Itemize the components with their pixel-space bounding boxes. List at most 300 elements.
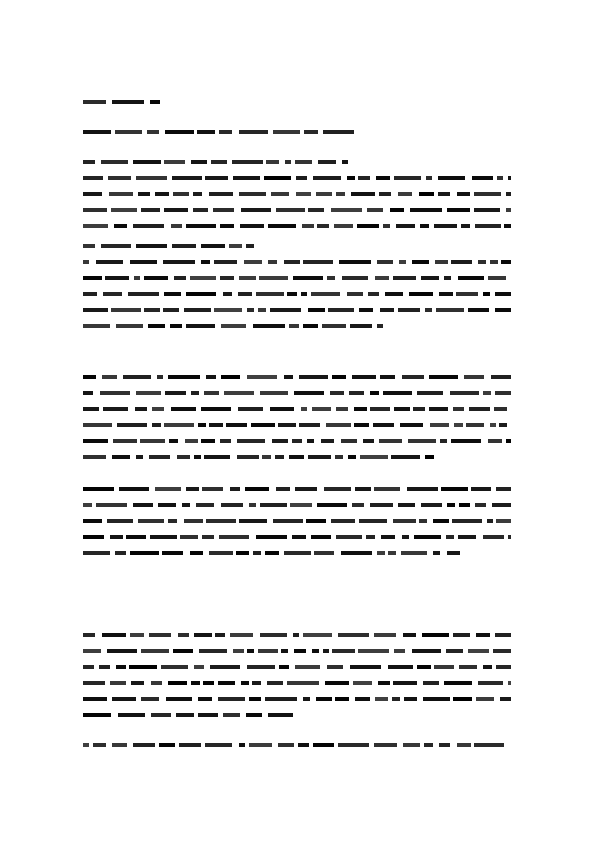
illegible-word bbox=[373, 423, 394, 427]
illegible-word bbox=[487, 519, 493, 523]
illegible-word bbox=[336, 535, 362, 539]
illegible-word bbox=[230, 487, 240, 491]
illegible-word bbox=[186, 292, 216, 296]
illegible-word bbox=[214, 308, 242, 312]
illegible-word bbox=[294, 649, 306, 653]
illegible-word bbox=[144, 276, 168, 280]
illegible-word bbox=[197, 130, 215, 134]
illegible-word bbox=[83, 324, 110, 328]
illegible-word bbox=[370, 503, 393, 507]
text-line bbox=[83, 208, 511, 212]
illegible-word bbox=[270, 407, 294, 411]
illegible-word bbox=[267, 681, 283, 685]
text-line bbox=[83, 407, 511, 411]
illegible-word bbox=[273, 519, 303, 523]
illegible-word bbox=[483, 391, 491, 395]
text-line bbox=[83, 260, 511, 264]
illegible-word bbox=[451, 439, 481, 443]
illegible-word bbox=[229, 244, 242, 248]
illegible-word bbox=[316, 697, 332, 701]
illegible-word bbox=[205, 743, 232, 747]
illegible-word bbox=[447, 208, 470, 212]
illegible-word bbox=[126, 535, 146, 539]
illegible-word bbox=[441, 487, 468, 491]
illegible-word bbox=[393, 519, 416, 523]
illegible-word bbox=[164, 208, 188, 212]
illegible-word bbox=[495, 633, 511, 637]
illegible-word bbox=[83, 423, 112, 427]
illegible-word bbox=[83, 535, 104, 539]
illegible-word bbox=[247, 375, 277, 379]
illegible-word bbox=[495, 391, 511, 395]
illegible-word bbox=[423, 697, 450, 701]
illegible-word bbox=[201, 407, 231, 411]
illegible-word bbox=[155, 487, 181, 491]
text-line bbox=[83, 391, 511, 395]
illegible-word bbox=[268, 260, 277, 264]
illegible-word bbox=[260, 391, 288, 395]
illegible-word bbox=[110, 681, 126, 685]
illegible-word bbox=[483, 535, 504, 539]
illegible-word bbox=[140, 439, 165, 443]
illegible-word bbox=[393, 276, 416, 280]
illegible-word bbox=[379, 439, 402, 443]
illegible-word bbox=[289, 455, 304, 459]
illegible-word bbox=[495, 292, 511, 296]
illegible-word bbox=[136, 455, 143, 459]
illegible-word bbox=[185, 439, 198, 443]
illegible-word bbox=[215, 633, 225, 637]
illegible-word bbox=[196, 503, 214, 507]
illegible-word bbox=[155, 192, 169, 196]
illegible-word bbox=[422, 633, 449, 637]
illegible-word bbox=[338, 633, 369, 637]
illegible-word bbox=[312, 649, 319, 653]
illegible-word bbox=[112, 455, 130, 459]
illegible-word bbox=[326, 423, 351, 427]
illegible-word bbox=[434, 224, 457, 228]
illegible-word bbox=[186, 224, 216, 228]
illegible-word bbox=[322, 324, 346, 328]
illegible-word bbox=[414, 535, 441, 539]
illegible-word bbox=[117, 423, 147, 427]
illegible-word bbox=[293, 633, 299, 637]
illegible-word bbox=[221, 503, 243, 507]
illegible-word bbox=[279, 665, 289, 669]
illegible-word bbox=[83, 503, 92, 507]
illegible-word bbox=[394, 407, 410, 411]
illegible-word bbox=[311, 535, 331, 539]
illegible-word bbox=[258, 308, 266, 312]
illegible-word bbox=[236, 551, 249, 555]
illegible-word bbox=[273, 130, 300, 134]
illegible-word bbox=[399, 260, 406, 264]
illegible-word bbox=[83, 439, 108, 443]
illegible-word bbox=[233, 176, 260, 180]
illegible-word bbox=[488, 439, 502, 443]
illegible-word bbox=[179, 743, 201, 747]
illegible-word bbox=[275, 455, 284, 459]
illegible-word bbox=[398, 192, 412, 196]
illegible-word bbox=[468, 308, 489, 312]
illegible-word bbox=[202, 535, 214, 539]
illegible-word bbox=[103, 407, 128, 411]
text-line bbox=[83, 423, 511, 427]
text-line bbox=[83, 439, 511, 443]
paragraph-2 bbox=[83, 244, 511, 340]
illegible-word bbox=[303, 633, 332, 637]
illegible-word bbox=[239, 743, 245, 747]
illegible-word bbox=[276, 487, 290, 491]
illegible-word bbox=[129, 665, 157, 669]
illegible-word bbox=[113, 439, 137, 443]
illegible-word bbox=[157, 375, 163, 379]
illegible-word bbox=[164, 160, 185, 164]
illegible-word bbox=[421, 276, 439, 280]
illegible-word bbox=[101, 160, 128, 164]
illegible-word bbox=[377, 260, 393, 264]
illegible-word bbox=[385, 292, 403, 296]
illegible-word bbox=[223, 713, 240, 717]
text-line bbox=[83, 633, 511, 637]
illegible-word bbox=[103, 292, 122, 296]
text-line bbox=[83, 713, 511, 717]
illegible-word bbox=[119, 487, 149, 491]
illegible-word bbox=[115, 551, 126, 555]
illegible-word bbox=[424, 743, 433, 747]
illegible-word bbox=[219, 130, 232, 134]
illegible-word bbox=[206, 375, 216, 379]
illegible-word bbox=[299, 423, 320, 427]
illegible-word bbox=[111, 308, 141, 312]
illegible-word bbox=[453, 633, 470, 637]
illegible-word bbox=[134, 276, 140, 280]
illegible-word bbox=[102, 633, 126, 637]
illegible-word bbox=[239, 519, 267, 523]
illegible-word bbox=[240, 224, 264, 228]
illegible-word bbox=[301, 292, 307, 296]
document-header bbox=[83, 100, 511, 116]
paragraph-3 bbox=[83, 375, 511, 471]
illegible-word bbox=[292, 439, 302, 443]
illegible-word bbox=[150, 535, 177, 539]
illegible-word bbox=[253, 324, 285, 328]
illegible-word bbox=[401, 551, 427, 555]
illegible-word bbox=[331, 519, 355, 523]
illegible-word bbox=[247, 649, 254, 653]
illegible-word bbox=[118, 713, 145, 717]
illegible-word bbox=[355, 697, 370, 701]
illegible-word bbox=[457, 743, 471, 747]
illegible-word bbox=[483, 292, 490, 296]
illegible-word bbox=[148, 324, 165, 328]
illegible-word bbox=[224, 391, 254, 395]
illegible-word bbox=[232, 160, 263, 164]
text-line bbox=[83, 697, 511, 701]
illegible-word bbox=[194, 455, 201, 459]
illegible-word bbox=[421, 503, 442, 507]
illegible-word bbox=[354, 423, 369, 427]
illegible-word bbox=[233, 649, 244, 653]
illegible-word bbox=[221, 375, 240, 379]
text-line bbox=[83, 503, 511, 507]
illegible-word bbox=[204, 455, 230, 459]
illegible-word bbox=[430, 423, 449, 427]
illegible-word bbox=[296, 176, 307, 180]
illegible-word bbox=[237, 439, 265, 443]
illegible-word bbox=[83, 633, 95, 637]
illegible-word bbox=[375, 697, 388, 701]
illegible-word bbox=[314, 551, 334, 555]
illegible-word bbox=[290, 503, 312, 507]
illegible-word bbox=[190, 551, 203, 555]
illegible-word bbox=[289, 324, 299, 328]
illegible-word bbox=[202, 487, 223, 491]
illegible-word bbox=[471, 487, 491, 491]
illegible-word bbox=[299, 375, 328, 379]
illegible-word bbox=[476, 697, 494, 701]
illegible-word bbox=[464, 375, 484, 379]
illegible-word bbox=[293, 276, 323, 280]
illegible-word bbox=[404, 697, 417, 701]
illegible-word bbox=[499, 423, 507, 427]
illegible-word bbox=[374, 743, 397, 747]
illegible-word bbox=[367, 208, 383, 212]
illegible-word bbox=[266, 160, 279, 164]
text-line bbox=[83, 681, 511, 685]
illegible-word bbox=[136, 391, 161, 395]
illegible-word bbox=[417, 665, 431, 669]
illegible-word bbox=[83, 130, 111, 134]
illegible-word bbox=[331, 208, 362, 212]
illegible-word bbox=[383, 224, 390, 228]
illegible-word bbox=[171, 224, 182, 228]
illegible-word bbox=[501, 260, 511, 264]
illegible-word bbox=[408, 439, 436, 443]
illegible-word bbox=[433, 519, 449, 523]
illegible-word bbox=[116, 324, 143, 328]
illegible-word bbox=[508, 176, 511, 180]
illegible-word bbox=[83, 160, 95, 164]
illegible-word bbox=[201, 439, 215, 443]
illegible-word bbox=[204, 391, 219, 395]
illegible-word bbox=[354, 407, 367, 411]
illegible-word bbox=[350, 665, 381, 669]
illegible-word bbox=[313, 176, 341, 180]
text-line bbox=[83, 324, 511, 328]
illegible-word bbox=[323, 649, 329, 653]
illegible-word bbox=[241, 208, 271, 212]
illegible-word bbox=[239, 276, 256, 280]
illegible-word bbox=[347, 176, 355, 180]
text-line bbox=[83, 224, 511, 228]
illegible-word bbox=[475, 224, 501, 228]
illegible-word bbox=[83, 192, 102, 196]
illegible-word bbox=[150, 100, 160, 104]
illegible-word bbox=[180, 535, 198, 539]
illegible-word bbox=[201, 244, 225, 248]
illegible-word bbox=[425, 308, 432, 312]
illegible-word bbox=[165, 130, 194, 134]
text-line bbox=[83, 487, 511, 491]
illegible-word bbox=[253, 551, 261, 555]
illegible-word bbox=[413, 407, 425, 411]
illegible-word bbox=[349, 391, 364, 395]
illegible-word bbox=[303, 324, 318, 328]
text-line bbox=[83, 455, 511, 459]
illegible-word bbox=[83, 391, 93, 395]
illegible-word bbox=[313, 743, 334, 747]
illegible-word bbox=[336, 192, 345, 196]
illegible-word bbox=[403, 633, 416, 637]
illegible-word bbox=[83, 224, 108, 228]
illegible-word bbox=[394, 649, 405, 653]
illegible-word bbox=[440, 439, 447, 443]
illegible-word bbox=[360, 455, 388, 459]
illegible-word bbox=[260, 633, 287, 637]
illegible-word bbox=[209, 423, 223, 427]
illegible-word bbox=[198, 697, 212, 701]
illegible-word bbox=[238, 407, 263, 411]
illegible-word bbox=[352, 503, 364, 507]
illegible-word bbox=[278, 423, 296, 427]
illegible-word bbox=[496, 665, 511, 669]
illegible-word bbox=[149, 633, 171, 637]
illegible-word bbox=[206, 519, 236, 523]
illegible-word bbox=[426, 176, 432, 180]
illegible-word bbox=[370, 391, 379, 395]
illegible-word bbox=[130, 551, 159, 555]
illegible-word bbox=[213, 208, 234, 212]
illegible-word bbox=[252, 681, 261, 685]
illegible-word bbox=[444, 276, 451, 280]
illegible-word bbox=[390, 208, 404, 212]
illegible-word bbox=[220, 439, 231, 443]
illegible-word bbox=[454, 423, 463, 427]
illegible-word bbox=[114, 224, 127, 228]
illegible-word bbox=[278, 743, 294, 747]
illegible-word bbox=[152, 423, 161, 427]
illegible-word bbox=[249, 503, 256, 507]
illegible-word bbox=[194, 665, 204, 669]
illegible-word bbox=[304, 130, 318, 134]
illegible-word bbox=[210, 665, 240, 669]
illegible-word bbox=[330, 391, 344, 395]
illegible-word bbox=[478, 681, 503, 685]
illegible-word bbox=[83, 276, 102, 280]
illegible-word bbox=[158, 503, 176, 507]
illegible-word bbox=[303, 260, 333, 264]
illegible-word bbox=[168, 681, 187, 685]
illegible-word bbox=[239, 192, 266, 196]
illegible-word bbox=[306, 519, 326, 523]
illegible-word bbox=[112, 743, 127, 747]
illegible-word bbox=[298, 743, 309, 747]
illegible-word bbox=[429, 375, 458, 379]
text-line bbox=[83, 551, 511, 555]
illegible-word bbox=[374, 487, 400, 491]
illegible-word bbox=[101, 244, 131, 248]
illegible-word bbox=[459, 665, 477, 669]
illegible-word bbox=[172, 244, 196, 248]
illegible-word bbox=[469, 407, 490, 411]
illegible-word bbox=[111, 208, 137, 212]
illegible-word bbox=[363, 439, 374, 443]
illegible-word bbox=[152, 407, 164, 411]
illegible-word bbox=[265, 697, 297, 701]
illegible-word bbox=[348, 455, 356, 459]
illegible-word bbox=[182, 503, 190, 507]
illegible-word bbox=[133, 160, 161, 164]
illegible-word bbox=[439, 292, 453, 296]
illegible-word bbox=[468, 649, 489, 653]
illegible-word bbox=[174, 276, 186, 280]
illegible-word bbox=[209, 192, 233, 196]
illegible-word bbox=[398, 308, 420, 312]
illegible-word bbox=[490, 260, 498, 264]
illegible-word bbox=[130, 633, 144, 637]
illegible-word bbox=[434, 665, 454, 669]
illegible-word bbox=[335, 455, 343, 459]
illegible-word bbox=[83, 519, 102, 523]
illegible-word bbox=[317, 503, 347, 507]
illegible-word bbox=[332, 375, 346, 379]
illegible-word bbox=[459, 503, 470, 507]
illegible-word bbox=[239, 130, 268, 134]
paragraph-5 bbox=[83, 633, 511, 729]
illegible-word bbox=[147, 130, 159, 134]
paragraph-6 bbox=[83, 743, 511, 759]
illegible-word bbox=[451, 260, 472, 264]
illegible-word bbox=[163, 308, 179, 312]
illegible-word bbox=[308, 208, 324, 212]
illegible-word bbox=[472, 176, 493, 180]
illegible-word bbox=[327, 276, 335, 280]
illegible-word bbox=[295, 487, 317, 491]
illegible-word bbox=[377, 551, 385, 555]
illegible-word bbox=[178, 633, 189, 637]
illegible-word bbox=[100, 391, 130, 395]
illegible-word bbox=[409, 292, 433, 296]
illegible-word bbox=[439, 743, 450, 747]
illegible-word bbox=[292, 535, 306, 539]
illegible-word bbox=[131, 681, 144, 685]
illegible-word bbox=[380, 308, 394, 312]
illegible-word bbox=[218, 697, 245, 701]
illegible-word bbox=[184, 519, 203, 523]
illegible-word bbox=[220, 224, 234, 228]
illegible-word bbox=[392, 697, 400, 701]
illegible-word bbox=[159, 743, 175, 747]
illegible-word bbox=[294, 391, 324, 395]
illegible-word bbox=[96, 260, 123, 264]
illegible-word bbox=[377, 324, 383, 328]
illegible-word bbox=[447, 503, 455, 507]
illegible-word bbox=[171, 407, 196, 411]
illegible-word bbox=[161, 665, 188, 669]
illegible-word bbox=[256, 535, 287, 539]
illegible-word bbox=[173, 649, 193, 653]
illegible-word bbox=[504, 224, 511, 228]
illegible-word bbox=[141, 208, 160, 212]
illegible-word bbox=[419, 519, 427, 523]
illegible-word bbox=[128, 292, 159, 296]
illegible-word bbox=[375, 276, 389, 280]
illegible-word bbox=[205, 176, 228, 180]
illegible-word bbox=[96, 503, 127, 507]
illegible-word bbox=[83, 308, 108, 312]
illegible-word bbox=[226, 423, 247, 427]
